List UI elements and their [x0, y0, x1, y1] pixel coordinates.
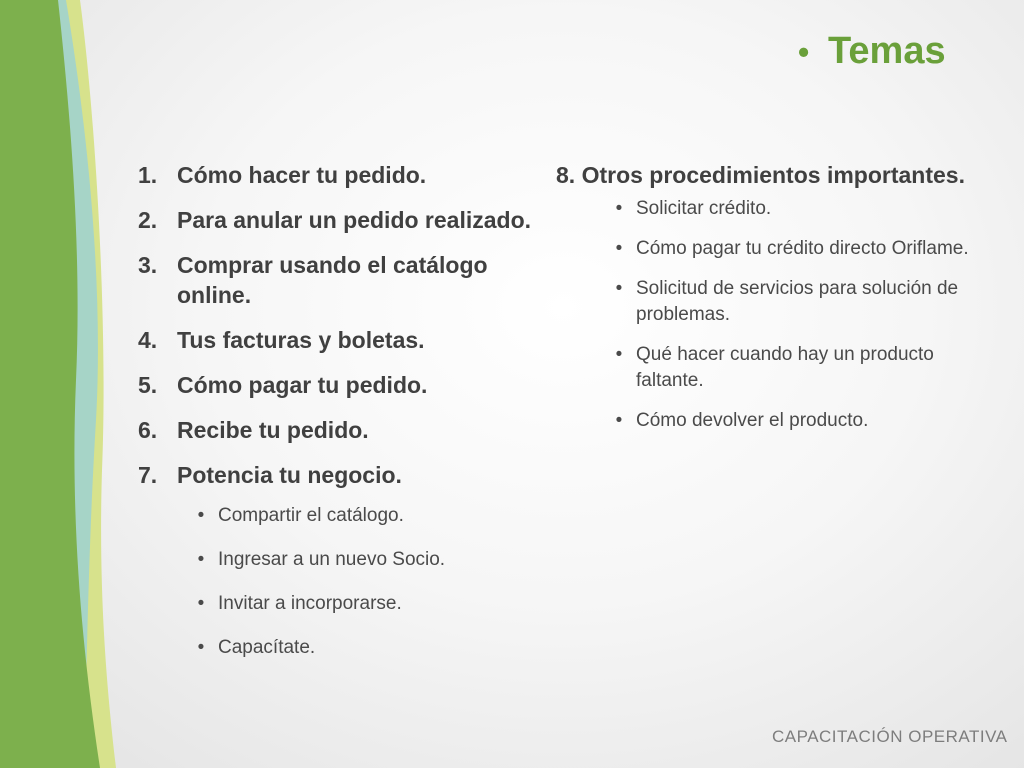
subtopic-text: Compartir el catálogo. — [218, 505, 404, 526]
potencia-subtopic-list — [184, 503, 548, 661]
right-column — [556, 160, 1006, 448]
subtopic-text: Capacítate. — [218, 637, 316, 658]
subtopic-text: Qué hacer cuando hay un producto faltante. — [636, 344, 934, 391]
bullet: • — [197, 637, 205, 658]
topic-item — [138, 415, 548, 445]
title-text: Temas — [828, 30, 946, 72]
topic-number: 7. — [138, 462, 158, 488]
subtopic-text: Ingresar a un nuevo Socio. — [218, 549, 446, 570]
topic-item — [138, 325, 548, 355]
subtopic-text: Cómo pagar tu crédito directo Oriflame. — [636, 238, 969, 259]
subtopic-item — [602, 196, 1006, 222]
topic-text: Para anular un pedido realizado. — [177, 207, 532, 233]
topic-number: 3. — [138, 252, 158, 278]
slide-title — [798, 30, 946, 73]
bullet: • — [197, 505, 205, 526]
topic-item — [138, 460, 548, 490]
subtopic-item — [184, 547, 548, 573]
left-column — [138, 160, 548, 679]
topic-text: Cómo pagar tu pedido. — [177, 372, 428, 398]
topic-item — [138, 160, 548, 190]
topic-text: Recibe tu pedido. — [177, 417, 369, 443]
subtopic-item — [602, 408, 1006, 434]
topic-item — [138, 370, 548, 400]
subtopic-text: Solicitar crédito. — [636, 198, 772, 219]
topic-number: 2. — [138, 207, 158, 233]
subtopic-item — [184, 503, 548, 529]
numbered-topic-list — [138, 160, 548, 490]
subtopic-item — [184, 635, 548, 661]
bullet: • — [197, 549, 205, 570]
topic-text: Potencia tu negocio. — [177, 462, 402, 488]
topic-text: Tus facturas y boletas. — [177, 327, 425, 353]
subtopic-item — [602, 342, 1006, 394]
topic-text: Cómo hacer tu pedido. — [177, 162, 427, 188]
subtopic-item — [602, 276, 1006, 328]
bullet: • — [615, 238, 623, 259]
subtopic-item — [184, 591, 548, 617]
topic-number: 5. — [138, 372, 158, 398]
subtopic-text: Solicitud de servicios para solución de problemas. — [636, 278, 959, 325]
bullet: • — [615, 198, 623, 219]
topic-item — [138, 250, 548, 310]
subtopic-text: Cómo devolver el producto. — [636, 410, 869, 431]
bullet: • — [615, 410, 623, 431]
bullet: • — [615, 278, 623, 299]
topic-text: Comprar usando el catálogo online. — [177, 252, 488, 308]
bullet: • — [615, 344, 623, 365]
topic-number: 4. — [138, 327, 158, 353]
subtopic-item — [602, 236, 1006, 262]
topic-number: 1. — [138, 162, 158, 188]
topic-item — [138, 205, 548, 235]
subtopic-text: Invitar a incorporarse. — [218, 593, 402, 614]
decorative-green-stripes — [0, 0, 150, 768]
other-procedures-heading: 8. Otros procedimientos importantes. — [556, 162, 965, 188]
footer-brand: CAPACITACIÓN OPERATIVA — [772, 727, 1008, 746]
topic-number: 6. — [138, 417, 158, 443]
title-bullet: • — [798, 34, 810, 70]
bullet: • — [197, 593, 205, 614]
other-procedures-list — [602, 196, 1006, 434]
